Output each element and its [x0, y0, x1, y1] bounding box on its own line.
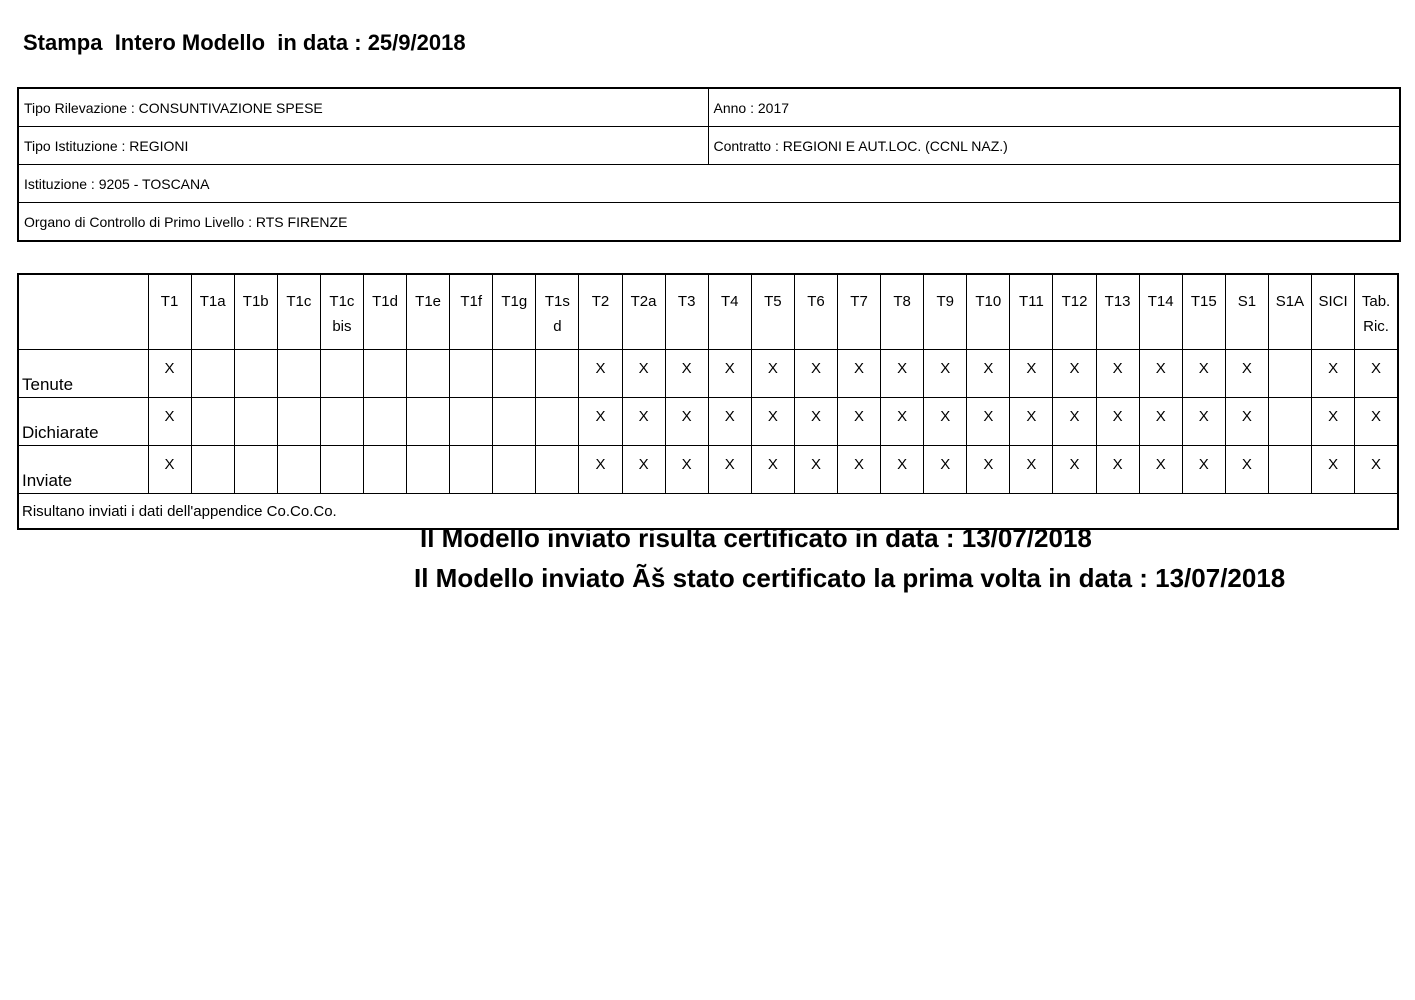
mark-cell: [363, 398, 406, 446]
mark-cell: [493, 446, 536, 494]
tipo-rilevazione: Tipo Rilevazione : CONSUNTIVAZIONE SPESE: [18, 88, 708, 127]
column-header: T1g: [493, 274, 536, 350]
mark-cell: X: [665, 350, 708, 398]
mark-cell: X: [1355, 350, 1398, 398]
column-header: T2: [579, 274, 622, 350]
row-label: Dichiarate: [18, 398, 148, 446]
mark-cell: [450, 350, 493, 398]
column-header: T1b: [234, 274, 277, 350]
mark-cell: [1268, 446, 1311, 494]
mark-cell: X: [1355, 398, 1398, 446]
mark-cell: [407, 350, 450, 398]
istituzione: Istituzione : 9205 - TOSCANA: [18, 165, 1400, 203]
mark-cell: X: [967, 446, 1010, 494]
mark-cell: [191, 446, 234, 494]
mark-cell: X: [708, 446, 751, 494]
mark-cell: X: [1096, 398, 1139, 446]
first-certification-date: Il Modello inviato Ãš stato certificato la prima volta in data : 13/07/2018: [414, 563, 1286, 593]
organo-controllo: Organo di Controllo di Primo Livello : RTS FIRENZE: [18, 203, 1400, 242]
anno: Anno : 2017: [708, 88, 1400, 127]
page-title: Stampa Intero Modello in data : 25/9/2018: [23, 30, 466, 55]
mark-cell: [277, 398, 320, 446]
column-header: T3: [665, 274, 708, 350]
mark-cell: X: [1139, 350, 1182, 398]
mark-cell: X: [579, 446, 622, 494]
mark-cell: X: [924, 350, 967, 398]
mark-cell: X: [1053, 446, 1096, 494]
mark-cell: X: [838, 398, 881, 446]
column-header: T1c bis: [320, 274, 363, 350]
mark-cell: X: [1312, 446, 1355, 494]
table-row: [18, 446, 1398, 494]
mark-cell: [407, 446, 450, 494]
mark-cell: X: [1355, 446, 1398, 494]
mark-cell: [234, 446, 277, 494]
column-header: T6: [794, 274, 837, 350]
mark-cell: X: [924, 446, 967, 494]
mark-cell: [277, 350, 320, 398]
column-header: SICI: [1312, 274, 1355, 350]
mark-cell: [363, 350, 406, 398]
appendix-note: Risultano inviati i dati dell'appendice Co.Co.Co.: [18, 494, 1398, 530]
column-header: T14: [1139, 274, 1182, 350]
mark-cell: X: [1010, 350, 1053, 398]
column-header: T1a: [191, 274, 234, 350]
corner-cell: [18, 274, 148, 350]
mark-cell: X: [1010, 446, 1053, 494]
column-header: T8: [881, 274, 924, 350]
column-header: T5: [751, 274, 794, 350]
mark-cell: X: [1225, 446, 1268, 494]
mark-cell: [536, 398, 579, 446]
mark-cell: X: [838, 350, 881, 398]
column-header: T1s d: [536, 274, 579, 350]
mark-cell: X: [665, 398, 708, 446]
mark-cell: [320, 350, 363, 398]
mark-cell: X: [881, 446, 924, 494]
mark-cell: X: [665, 446, 708, 494]
mark-cell: X: [794, 350, 837, 398]
mark-cell: X: [708, 398, 751, 446]
mark-cell: [320, 398, 363, 446]
mark-cell: X: [1096, 446, 1139, 494]
mark-cell: X: [148, 446, 191, 494]
mark-cell: [450, 446, 493, 494]
row-label: Inviate: [18, 446, 148, 494]
mark-cell: X: [708, 350, 751, 398]
mark-cell: X: [751, 398, 794, 446]
mark-cell: [536, 350, 579, 398]
mark-cell: X: [924, 398, 967, 446]
tipo-istituzione: Tipo Istituzione : REGIONI: [18, 127, 708, 165]
mark-cell: X: [1096, 350, 1139, 398]
mark-cell: X: [622, 398, 665, 446]
column-header: T12: [1053, 274, 1096, 350]
mark-cell: X: [1182, 398, 1225, 446]
row-label: Tenute: [18, 350, 148, 398]
column-header: S1A: [1268, 274, 1311, 350]
column-header: T1e: [407, 274, 450, 350]
column-header: T13: [1096, 274, 1139, 350]
mark-cell: X: [751, 350, 794, 398]
mark-cell: X: [1053, 350, 1096, 398]
mark-cell: X: [794, 446, 837, 494]
mark-cell: [191, 398, 234, 446]
info-table: [17, 87, 1401, 242]
table-row: [18, 398, 1398, 446]
column-header: T4: [708, 274, 751, 350]
mark-cell: [407, 398, 450, 446]
mark-cell: X: [579, 398, 622, 446]
mark-cell: [320, 446, 363, 494]
mark-cell: [493, 398, 536, 446]
mark-cell: X: [622, 446, 665, 494]
mark-cell: X: [148, 398, 191, 446]
mark-cell: X: [579, 350, 622, 398]
contratto: Contratto : REGIONI E AUT.LOC. (CCNL NAZ.): [708, 127, 1400, 165]
mark-cell: X: [622, 350, 665, 398]
column-header: T9: [924, 274, 967, 350]
mark-cell: [536, 446, 579, 494]
mark-cell: [234, 350, 277, 398]
column-header: T1: [148, 274, 191, 350]
mark-cell: [450, 398, 493, 446]
mark-cell: [191, 350, 234, 398]
mark-cell: [363, 446, 406, 494]
column-header: T10: [967, 274, 1010, 350]
mark-cell: X: [967, 350, 1010, 398]
mark-cell: [1268, 350, 1311, 398]
tables-grid: [17, 273, 1399, 530]
mark-cell: X: [1182, 350, 1225, 398]
column-header: T11: [1010, 274, 1053, 350]
mark-cell: [1268, 398, 1311, 446]
mark-cell: X: [1182, 446, 1225, 494]
mark-cell: X: [1139, 446, 1182, 494]
mark-cell: X: [881, 350, 924, 398]
column-header: T2a: [622, 274, 665, 350]
mark-cell: X: [148, 350, 191, 398]
mark-cell: X: [1053, 398, 1096, 446]
mark-cell: X: [1312, 350, 1355, 398]
mark-cell: X: [751, 446, 794, 494]
mark-cell: X: [1225, 398, 1268, 446]
mark-cell: X: [794, 398, 837, 446]
column-header: T1c: [277, 274, 320, 350]
column-header: T1f: [450, 274, 493, 350]
column-header: T1d: [363, 274, 406, 350]
mark-cell: X: [1010, 398, 1053, 446]
column-header: S1: [1225, 274, 1268, 350]
mark-cell: X: [881, 398, 924, 446]
mark-cell: X: [838, 446, 881, 494]
mark-cell: [277, 446, 320, 494]
mark-cell: X: [1225, 350, 1268, 398]
mark-cell: [493, 350, 536, 398]
column-header: T7: [838, 274, 881, 350]
mark-cell: X: [1139, 398, 1182, 446]
mark-cell: X: [967, 398, 1010, 446]
certification-date: Il Modello inviato risulta certificato in data : 13/07/2018: [420, 523, 1092, 553]
mark-cell: X: [1312, 398, 1355, 446]
column-header: T15: [1182, 274, 1225, 350]
mark-cell: [234, 398, 277, 446]
column-header: Tab. Ric.: [1355, 274, 1398, 350]
table-row: [18, 350, 1398, 398]
